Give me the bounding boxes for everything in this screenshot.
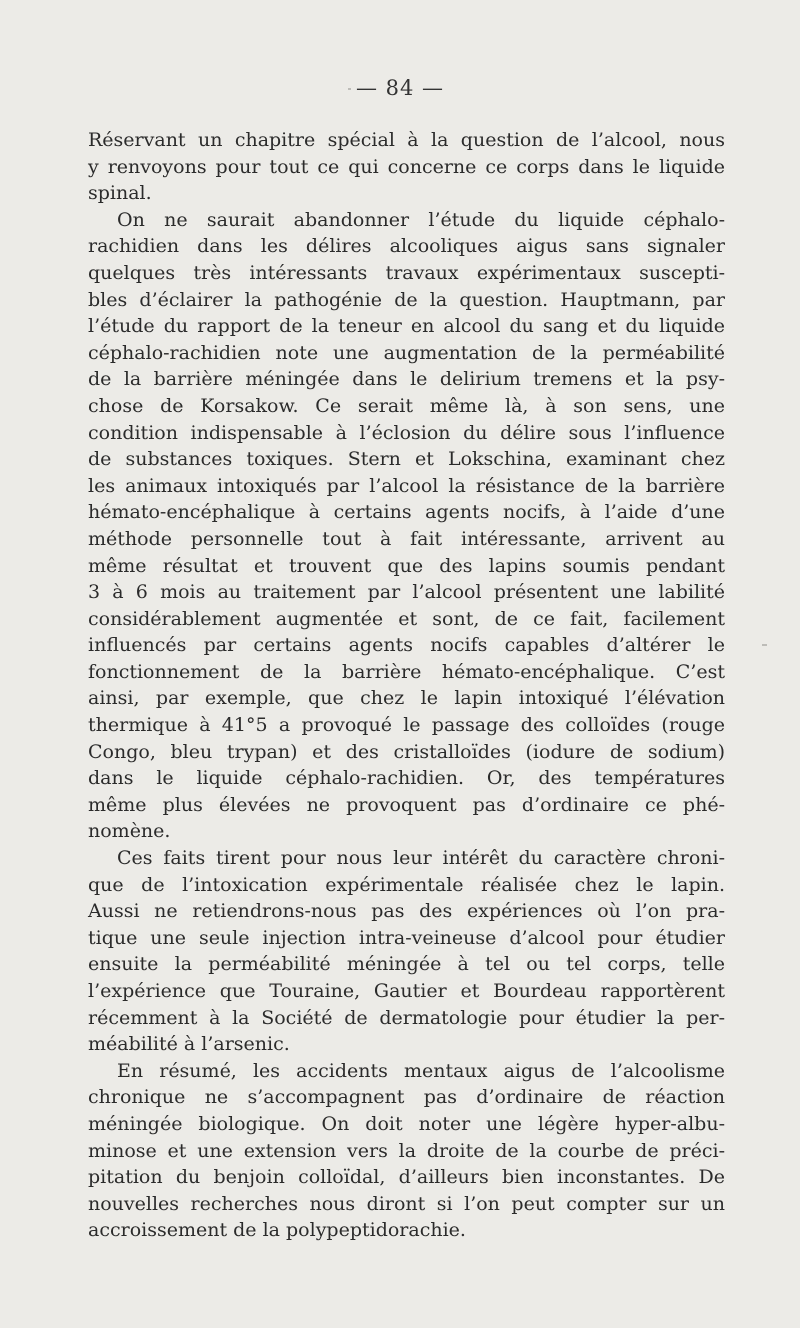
text-line: même résultat et trouvent que des lapins soumis pendant	[88, 554, 725, 577]
text-line: de substances toxiques. Stern et Lokschina, examinant chez	[88, 448, 725, 471]
text-line: l’étude du rapport de la teneur en alcool du sang et du liquide	[88, 315, 725, 338]
text-line: les animaux intoxiqués par l’alcool la résistance de la barrière	[88, 474, 725, 497]
text-line: rachidien dans les délires alcooliques aigus sans signaler	[88, 235, 725, 258]
text-line: hémato-encéphalique à certains agents nocifs, à l’aide d’une	[88, 501, 725, 524]
text-line: récemment à la Société de dermatologie pour étudier la per-	[88, 1006, 725, 1029]
text-line: 3 à 6 mois au traitement par l’alcool présentent une labilité	[88, 581, 725, 604]
text-line: ensuite la perméabilité méningée à tel ou tel corps, telle	[88, 953, 725, 976]
text-line: bles d’éclairer la pathogénie de la question. Hauptmann, par	[88, 288, 725, 311]
text-line: considérablement augmentée et sont, de ce fait, facilement	[88, 607, 725, 630]
text-line: y renvoyons pour tout ce qui concerne ce corps dans le liquide	[88, 155, 725, 178]
text-line: fonctionnement de la barrière hémato-encéphalique. C’est	[88, 660, 725, 683]
text-line: nomène.	[88, 820, 171, 843]
text-line: nouvelles recherches nous diront si l’on peut compter sur un	[88, 1192, 725, 1215]
text-line: tique une seule injection intra-veineuse d’alcool pour étudier	[88, 926, 725, 949]
text-line: Réservant un chapitre spécial à la question de l’alcool, nous	[88, 129, 725, 151]
text-line: de la barrière méningée dans le delirium tremens et la psy-	[88, 368, 725, 391]
text-line: accroissement de la polypeptidorachie.	[88, 1219, 466, 1242]
text-line: même plus élevées ne provoquent pas d’ordinaire ce phé-	[88, 793, 725, 816]
text-line: ainsi, par exemple, que chez le lapin intoxiqué l’élévation	[88, 687, 725, 710]
text-line: méthode personnelle tout à fait intéressante, arrivent au	[88, 527, 725, 550]
page-speck	[762, 644, 767, 646]
page-speck	[348, 88, 351, 90]
text-line: condition indispensable à l’éclosion du délire sous l’influence	[88, 421, 725, 444]
text-line: Congo, bleu trypan) et des cristalloïdes (iodure de sodium)	[88, 740, 725, 763]
text-line: chronique ne s’accompagnent pas d’ordinaire de réaction	[88, 1086, 725, 1109]
text-line: méabilité à l’arsenic.	[88, 1033, 290, 1056]
text-line: Ces faits tirent pour nous leur intérêt du caractère chroni-	[117, 847, 725, 870]
body-text	[88, 127, 725, 1244]
text-line: pitation du benjoin colloïdal, d’ailleurs bien inconstantes. De	[88, 1166, 725, 1189]
text-line: quelques très intéressants travaux expérimentaux suscepti-	[88, 261, 725, 284]
text-line: spinal.	[88, 182, 152, 205]
text-line: méningée biologique. On doit noter une légère hyper-albu-	[88, 1112, 725, 1135]
text-line: On ne saurait abandonner l’étude du liquide céphalo-	[117, 208, 725, 231]
text-line: En résumé, les accidents mentaux aigus de l’alcoolisme	[117, 1059, 725, 1082]
text-line: chose de Korsakow. Ce serait même là, à son sens, une	[88, 394, 725, 417]
page-number: — 84 —	[355, 76, 445, 100]
text-line: l’expérience que Touraine, Gautier et Bourdeau rapportèrent	[88, 980, 725, 1002]
text-line: que de l’intoxication expérimentale réalisée chez le lapin.	[88, 873, 725, 896]
text-line: Aussi ne retiendrons-nous pas des expériences où l’on pra-	[88, 900, 725, 923]
text-line: thermique à 41°5 a provoqué le passage des colloïdes (rouge	[88, 714, 725, 737]
text-line: céphalo-rachidien note une augmentation de la perméabilité	[88, 341, 725, 364]
text-line: dans le liquide céphalo-rachidien. Or, des températures	[88, 767, 725, 790]
text-line: minose et une extension vers la droite de la courbe de préci-	[88, 1139, 725, 1162]
text-line: influencés par certains agents nocifs capables d’altérer le	[88, 634, 725, 657]
